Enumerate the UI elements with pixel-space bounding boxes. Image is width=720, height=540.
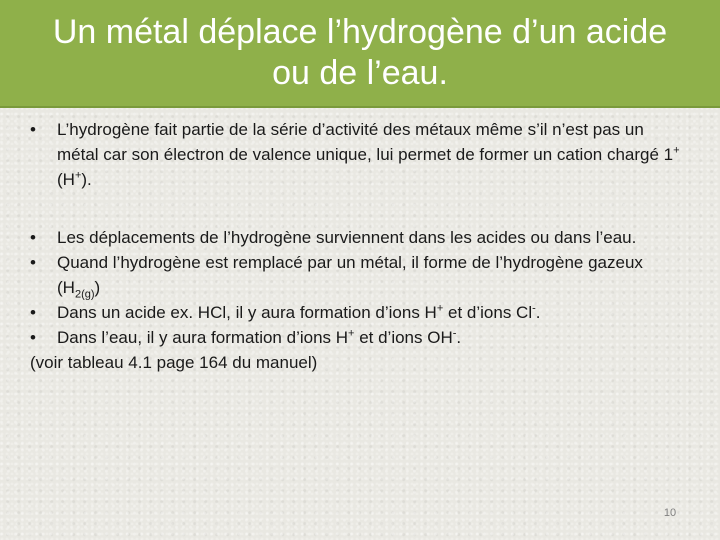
superscript: +: [436, 302, 444, 315]
bullet-text: L’hydrogène fait partie de la série d’activité des métaux même s’il n’est pas un métal car son électron de valence unique, lui permet de former un cation chargé 1: [57, 120, 674, 164]
bullet-marker: •: [30, 328, 36, 347]
bullet-marker: •: [30, 253, 36, 272]
bullet-text: ).: [81, 170, 92, 189]
bullet-marker: •: [30, 228, 36, 247]
slide-title-line-2: ou de l’eau.: [272, 54, 448, 92]
bullet-text: et d’ions OH: [354, 328, 453, 347]
bullet-text: Quand l’hydrogène est remplacé par un métal, il forme de l’hydrogène gazeux (H: [57, 253, 643, 297]
bullet-text: Dans l’eau, il y aura formation d’ions H: [57, 328, 349, 347]
bullet-hydrogen-gas: [30, 250, 680, 300]
superscript: +: [348, 327, 355, 340]
bullet-text: et d’ions Cl: [443, 303, 533, 322]
reference-note: (voir tableau 4.1 page 164 du manuel): [30, 353, 318, 372]
superscript: -: [532, 302, 536, 315]
bullet-hydrogen-activity-series: [30, 117, 680, 192]
bullet-text: (H: [57, 170, 75, 189]
slide-title-line-1: Un métal déplace l’hydrogène d’un acide: [52, 13, 668, 51]
bullet-marker: •: [30, 303, 36, 322]
superscript: -: [452, 327, 457, 340]
superscript: +: [673, 144, 680, 157]
bullet-text: .: [535, 303, 541, 322]
bullet-text: Dans un acide ex. HCl, il y aura formation d’ions H: [57, 303, 437, 322]
bullet-marker: •: [30, 120, 36, 139]
bullet-displacements: [30, 225, 680, 250]
subscript: 2(g): [74, 288, 95, 301]
slide-title: [43, 12, 677, 94]
title-bar: [0, 0, 720, 108]
bullet-text: .: [456, 328, 462, 347]
superscript: +: [74, 169, 82, 182]
page-number: 10: [663, 507, 677, 519]
bullet-text: Les déplacements de l’hydrogène surviennent dans les acides ou dans l’eau.: [57, 228, 637, 247]
slide-content: [30, 117, 680, 375]
bullet-water-ions: [30, 325, 680, 350]
bullet-acid-ions: [30, 300, 680, 325]
bullet-text: ): [94, 278, 101, 297]
spacer: [30, 192, 680, 225]
